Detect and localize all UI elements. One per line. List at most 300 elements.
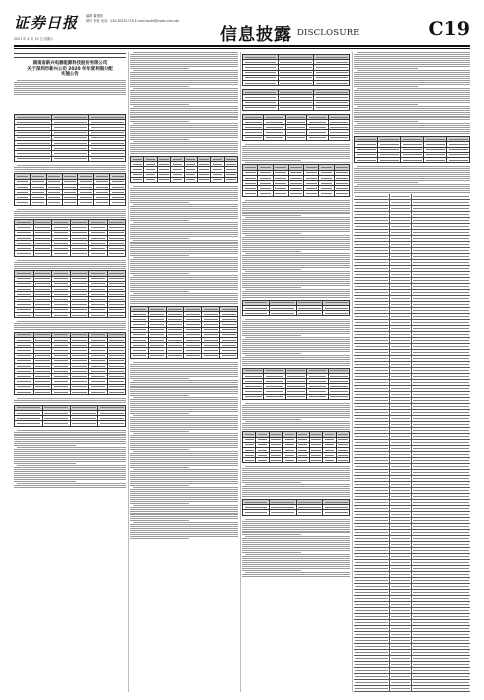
- text-line: [133, 186, 238, 187]
- list-cell: [354, 206, 390, 211]
- list-cell: [390, 686, 412, 691]
- table-cell: [307, 135, 328, 140]
- text-line: [242, 343, 350, 344]
- text-line: [130, 82, 238, 83]
- table-cell: [157, 177, 170, 182]
- text-line: [130, 90, 238, 91]
- text-line: [242, 245, 350, 246]
- text-line: [242, 212, 350, 213]
- list-cell: [354, 554, 390, 559]
- text-line: [242, 552, 301, 553]
- text-line: [17, 447, 126, 448]
- text-line: [130, 135, 238, 136]
- text-line: [130, 467, 189, 468]
- text-line: [130, 96, 238, 97]
- text-line: [245, 519, 350, 520]
- text-line: [242, 349, 350, 350]
- list-cell: [390, 356, 412, 361]
- text-line: [130, 295, 238, 296]
- text-line: [14, 432, 126, 433]
- list-cell: [354, 362, 390, 367]
- text-line: [14, 84, 126, 85]
- text-line: [357, 52, 470, 53]
- text-line: [242, 269, 301, 270]
- text-line: [242, 425, 350, 426]
- text-line: [242, 558, 350, 559]
- text-line: [130, 389, 238, 390]
- text-line: [242, 550, 350, 551]
- text-line: [130, 291, 189, 292]
- text-line: [130, 64, 238, 65]
- text-line: [354, 117, 470, 118]
- text-line: [242, 351, 350, 352]
- text-line: [130, 131, 238, 132]
- column-4: [354, 52, 470, 692]
- table-cell: [15, 312, 34, 317]
- text-line: [242, 357, 350, 358]
- text-line: [17, 209, 126, 210]
- list-cell: [390, 296, 412, 301]
- list-cell: [390, 620, 412, 625]
- text-line: [130, 267, 238, 268]
- text-line: [14, 437, 126, 438]
- list-cell: [390, 410, 412, 415]
- text-line: [130, 228, 238, 229]
- text-line: [130, 477, 238, 478]
- table-row: [355, 157, 470, 162]
- list-cell: [390, 566, 412, 571]
- list-cell: [412, 548, 470, 553]
- table-row: [243, 394, 350, 399]
- table-cell: [269, 510, 296, 515]
- text-line: [242, 321, 350, 322]
- table-cell: [110, 200, 126, 205]
- text-line: [133, 275, 238, 276]
- text-line: [245, 337, 350, 338]
- text-line: [130, 230, 238, 231]
- table-cell: [243, 135, 264, 140]
- table-cell: [296, 510, 323, 515]
- text-line: [130, 236, 238, 237]
- text-line: [130, 149, 238, 150]
- text-line: [242, 478, 350, 479]
- list-cell: [390, 302, 412, 307]
- list-cell: [390, 260, 412, 265]
- list-cell: [412, 530, 470, 535]
- text-line: [242, 429, 350, 430]
- text-line: [130, 137, 238, 138]
- list-cell: [390, 224, 412, 229]
- text-line: [357, 184, 470, 185]
- list-cell: [390, 398, 412, 403]
- list-cell: [354, 566, 390, 571]
- text-line: [242, 347, 350, 348]
- text-line: [130, 277, 238, 278]
- data-table: [354, 136, 470, 163]
- text-line: [130, 530, 238, 531]
- text-line: [130, 255, 189, 256]
- list-cell: [412, 500, 470, 505]
- list-cell: [354, 194, 390, 199]
- text-line: [14, 90, 126, 91]
- table-cell: [89, 389, 108, 394]
- text-line: [130, 297, 238, 298]
- text-line: [242, 353, 301, 354]
- list-cell: [412, 584, 470, 589]
- list-cell: [390, 590, 412, 595]
- list-cell: [354, 476, 390, 481]
- list-cell: [412, 446, 470, 451]
- text-line: [130, 60, 238, 61]
- list-cell: [390, 344, 412, 349]
- list-cell: [354, 656, 390, 661]
- text-line: [242, 527, 350, 528]
- text-line: [130, 112, 238, 113]
- text-line: [354, 133, 470, 134]
- list-cell: [354, 644, 390, 649]
- text-line: [357, 106, 470, 107]
- text-line: [130, 387, 238, 388]
- text-line: [133, 433, 238, 434]
- table-cell: [243, 458, 256, 463]
- list-cell: [354, 314, 390, 319]
- text-line: [242, 152, 350, 153]
- data-table: [14, 270, 126, 318]
- text-line: [130, 413, 189, 414]
- list-cell: [354, 584, 390, 589]
- text-line: [130, 473, 238, 474]
- list-cell: [354, 494, 390, 499]
- text-line: [242, 239, 350, 240]
- list-cell: [412, 608, 470, 613]
- text-line: [245, 466, 350, 467]
- text-line: [130, 92, 238, 93]
- text-line: [242, 257, 350, 258]
- text-line: [242, 419, 301, 420]
- text-line: [354, 66, 470, 67]
- text-line: [130, 226, 238, 227]
- text-line: [242, 427, 350, 428]
- text-line: [130, 121, 189, 122]
- text-line: [130, 455, 238, 456]
- text-line: [130, 100, 238, 101]
- text-line: [242, 576, 350, 577]
- table-cell: [243, 394, 264, 399]
- text-line: [245, 217, 350, 218]
- list-cell: [390, 596, 412, 601]
- list-cell: [412, 596, 470, 601]
- text-line: [242, 523, 350, 524]
- list-cell: [412, 206, 470, 211]
- table-cell: [33, 389, 52, 394]
- text-line: [242, 525, 350, 526]
- list-cell: [354, 530, 390, 535]
- text-line: [130, 409, 238, 410]
- list-cell: [412, 686, 470, 691]
- list-cell: [412, 434, 470, 439]
- text-line: [130, 368, 238, 369]
- text-line: [130, 116, 238, 117]
- text-line: [130, 54, 238, 55]
- list-cell: [390, 638, 412, 643]
- text-line: [133, 380, 238, 381]
- text-line: [242, 409, 350, 410]
- text-line: [133, 70, 238, 71]
- text-line: [130, 425, 238, 426]
- list-cell: [354, 422, 390, 427]
- text-line: [354, 72, 470, 73]
- text-line: [14, 262, 126, 263]
- company-list: [354, 194, 470, 692]
- text-line: [242, 365, 350, 366]
- text-line: [130, 98, 238, 99]
- text-line: [14, 323, 126, 324]
- text-line: [130, 208, 238, 209]
- text-line: [242, 158, 350, 159]
- text-line: [354, 168, 470, 169]
- text-line: [130, 271, 238, 272]
- text-line: [133, 88, 238, 89]
- text-line: [14, 211, 126, 212]
- text-line: [130, 447, 238, 448]
- list-cell: [390, 614, 412, 619]
- text-line: [130, 423, 238, 424]
- column-3: [242, 52, 350, 692]
- table-row: [243, 135, 350, 140]
- list-cell: [354, 488, 390, 493]
- text-line: [242, 154, 350, 155]
- text-line: [354, 190, 470, 191]
- list-cell: [390, 602, 412, 607]
- text-line: [130, 202, 189, 203]
- text-line: [130, 214, 238, 215]
- text-line: [130, 117, 238, 118]
- text-line: [354, 112, 470, 113]
- table-cell: [184, 177, 197, 182]
- list-cell: [412, 248, 470, 253]
- text-line: [242, 267, 350, 268]
- list-cell: [354, 254, 390, 259]
- text-line: [14, 167, 126, 168]
- text-line: [14, 266, 126, 267]
- list-cell: [390, 500, 412, 505]
- table-cell: [243, 311, 270, 316]
- list-cell: [412, 416, 470, 421]
- text-block: [14, 165, 126, 172]
- text-line: [14, 477, 126, 478]
- text-line: [354, 121, 418, 122]
- text-line: [242, 470, 350, 471]
- text-line: [14, 459, 126, 460]
- text-line: [130, 395, 189, 396]
- text-line: [130, 269, 238, 270]
- list-cell: [412, 284, 470, 289]
- text-line: [354, 119, 470, 120]
- text-line: [133, 505, 238, 506]
- text-line: [245, 319, 350, 320]
- text-line: [130, 463, 238, 464]
- text-line: [130, 411, 238, 412]
- text-line: [242, 566, 350, 567]
- text-line: [357, 123, 470, 124]
- table-cell: [336, 458, 349, 463]
- text-line: [14, 439, 126, 440]
- column-divider: [128, 52, 129, 692]
- text-line: [130, 483, 238, 484]
- table-cell: [30, 200, 46, 205]
- table-row: [15, 251, 126, 256]
- text-line: [130, 224, 238, 225]
- text-line: [354, 92, 470, 93]
- table-row: [243, 510, 350, 515]
- list-cell: [412, 302, 470, 307]
- text-line: [133, 397, 238, 398]
- text-line: [130, 465, 238, 466]
- text-line: [14, 475, 126, 476]
- text-line: [14, 215, 126, 216]
- text-line: [14, 402, 126, 403]
- list-cell: [390, 206, 412, 211]
- text-line: [130, 499, 238, 500]
- text-line: [17, 465, 126, 466]
- text-line: [242, 486, 350, 487]
- text-line: [133, 415, 238, 416]
- text-line: [130, 251, 238, 252]
- text-line: [130, 66, 238, 67]
- text-line: [130, 301, 238, 302]
- text-line: [242, 241, 350, 242]
- text-line: [130, 524, 238, 525]
- text-line: [14, 481, 76, 482]
- text-line: [242, 229, 350, 230]
- table-cell: [70, 251, 89, 256]
- table-cell: [323, 510, 350, 515]
- list-cell: [412, 614, 470, 619]
- table-cell: [78, 200, 94, 205]
- text-line: [245, 144, 350, 145]
- list-cell: [354, 680, 390, 685]
- list-cell: [412, 494, 470, 499]
- text-line: [130, 391, 238, 392]
- text-line: [130, 516, 238, 517]
- text-line: [130, 427, 238, 428]
- text-line: [130, 153, 238, 154]
- text-line: [130, 459, 238, 460]
- text-line: [357, 70, 470, 71]
- text-line: [245, 554, 350, 555]
- text-line: [242, 261, 350, 262]
- list-cell: [354, 386, 390, 391]
- table-cell: [42, 421, 70, 426]
- table-cell: [264, 394, 285, 399]
- list-cell: [412, 674, 470, 679]
- text-line: [130, 249, 238, 250]
- list-cell: [412, 308, 470, 313]
- table-cell: [94, 200, 110, 205]
- text-line: [14, 457, 126, 458]
- text-line: [130, 403, 238, 404]
- list-cell: [390, 560, 412, 565]
- list-cell: [354, 374, 390, 379]
- text-line: [14, 443, 126, 444]
- text-line: [354, 125, 470, 126]
- table-cell: [15, 251, 34, 256]
- text-line: [354, 64, 470, 65]
- list-cell: [390, 464, 412, 469]
- list-cell: [390, 266, 412, 271]
- list-cell: [412, 482, 470, 487]
- text-line: [354, 76, 470, 77]
- text-line: [130, 481, 238, 482]
- text-line: [130, 479, 238, 480]
- table-cell: [15, 389, 34, 394]
- list-cell: [412, 524, 470, 529]
- text-line: [130, 78, 238, 79]
- text-line: [130, 76, 238, 77]
- text-line: [130, 491, 238, 492]
- column-divider: [352, 52, 353, 692]
- text-line: [130, 114, 238, 115]
- text-line: [242, 255, 350, 256]
- text-line: [130, 518, 238, 519]
- list-cell: [412, 230, 470, 235]
- text-line: [130, 190, 238, 191]
- text-line: [130, 80, 238, 81]
- list-cell: [354, 302, 390, 307]
- text-line: [354, 94, 470, 95]
- list-cell: [390, 482, 412, 487]
- table-cell: [285, 394, 306, 399]
- table-cell: [283, 458, 296, 463]
- table-row: [243, 311, 350, 316]
- text-line: [130, 58, 238, 59]
- text-block: [242, 144, 350, 163]
- list-cell: [354, 662, 390, 667]
- text-line: [354, 100, 470, 101]
- text-line: [130, 497, 238, 498]
- text-block: [242, 319, 350, 365]
- list-cell: [390, 230, 412, 235]
- list-cell: [412, 554, 470, 559]
- text-line: [242, 243, 350, 244]
- list-cell: [354, 614, 390, 619]
- text-line: [242, 325, 350, 326]
- list-cell: [354, 524, 390, 529]
- list-cell: [390, 212, 412, 217]
- text-line: [130, 104, 189, 105]
- text-line: [14, 463, 76, 464]
- text-line: [130, 532, 238, 533]
- text-line: [242, 570, 301, 571]
- list-cell: [390, 656, 412, 661]
- list-cell: [412, 632, 470, 637]
- list-cell: [390, 242, 412, 247]
- text-line: [242, 259, 350, 260]
- text-line: [242, 204, 350, 205]
- text-line: [242, 562, 350, 563]
- text-line: [242, 531, 350, 532]
- list-cell: [354, 572, 390, 577]
- table-cell: [202, 353, 220, 358]
- text-line: [242, 251, 301, 252]
- table-cell: [296, 311, 323, 316]
- text-line: [130, 405, 238, 406]
- list-cell: [354, 446, 390, 451]
- text-line: [130, 382, 238, 383]
- table-cell: [131, 353, 149, 358]
- text-line: [130, 536, 238, 537]
- text-line: [245, 484, 350, 485]
